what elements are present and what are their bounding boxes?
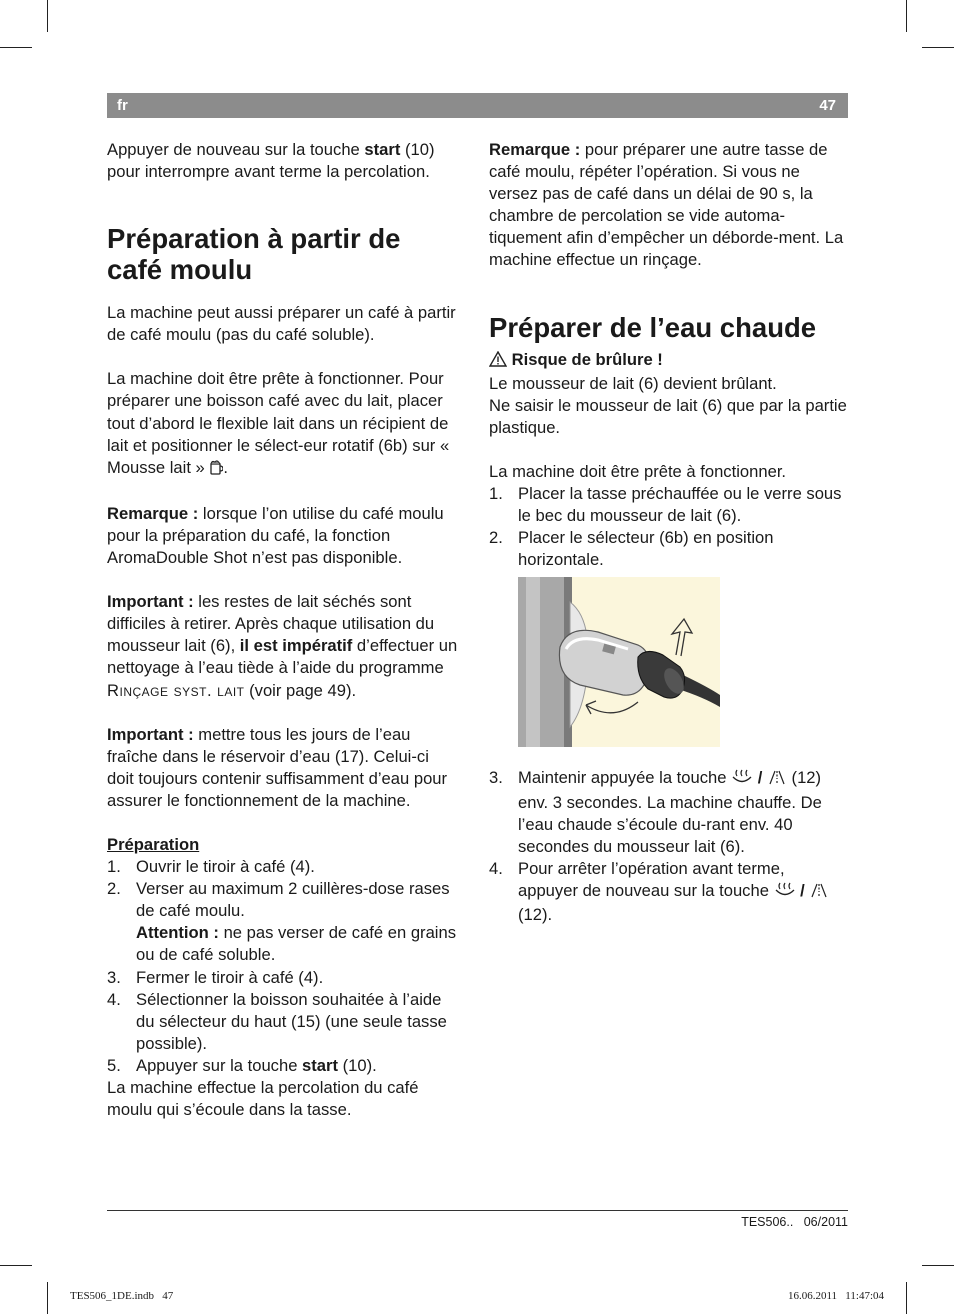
crop-mark: [906, 1282, 907, 1314]
section-heading-ground-coffee: Préparation à partir de café moulu: [107, 223, 401, 286]
list-item: 5. Appuyer sur la touche start (10).: [107, 1055, 377, 1075]
selector-illustration: [518, 577, 720, 747]
warning-triangle-icon: [489, 351, 507, 373]
hot-water-steps-continued: [489, 767, 849, 926]
list-item: 2. Placer le sélecteur (6b) en position horizontale.: [489, 528, 774, 570]
list-item: 2. Verser au maximum 2 cuillères-dose rases de café moulu. Attention : ne pas verser de café en grains ou de café soluble.: [107, 879, 457, 965]
crop-mark: [922, 47, 954, 48]
steam-icon: [809, 882, 829, 904]
warning-line: Ne saisir le mousseur de lait (6) que par la partie plastique.: [489, 395, 847, 437]
subheading-preparation: Préparation: [107, 834, 200, 854]
milk-froth-cup-icon: [209, 459, 223, 481]
crop-mark: [0, 47, 32, 48]
hot-water-icon: [774, 882, 796, 904]
crop-mark: [906, 0, 907, 32]
note-paragraph: Remarque : lorsque l’on utilise du café moulu pour la préparation du café, la fonction AromaDouble Shot n’est pas disponible.: [107, 503, 444, 568]
crop-mark: [47, 0, 48, 32]
list-item: 1. Ouvrir le tiroir à café (4).: [107, 857, 315, 877]
crop-mark: [47, 1282, 48, 1314]
list-item: 4. Pour arrêter l’opération avant terme, appuyer de nouveau sur la touche / (12).: [489, 858, 849, 926]
page-footer: [741, 1215, 848, 1229]
hot-water-steps: [489, 483, 849, 571]
program-name: Rinçage syst. lait: [107, 680, 245, 700]
important-paragraph: Important : mettre tous les jours de l’eau fraîche dans le réservoir d’eau (17). Celui-ci doit toujours contenir suffisamment d’eau pour assurer le fonctionnement de la machine.: [107, 724, 448, 810]
print-slug-timestamp: 16.06.2011 11:47:04: [787, 1290, 884, 1302]
crop-mark: [922, 1265, 954, 1266]
print-slug-file: TES506_1DE.indb 47: [70, 1290, 174, 1302]
section-heading-hot-water: Préparer de l’eau chaude: [489, 311, 817, 343]
paragraph: La machine doit être prête à fonctionner.: [489, 461, 787, 481]
steam-icon: [767, 769, 787, 791]
note-paragraph: Remarque : pour préparer une autre tasse de café moulu, répéter l’opération. Si vous ne versez pas de café dans un délai de 90 s, la chambre de percolation se vide automa-tiquement afin d’empêcher un déborde-ment. La machine effectue un rinçage.: [489, 140, 844, 270]
page-number: 47: [819, 97, 836, 114]
warning-line: Le mousseur de lait (6) devient brûlant.: [489, 373, 777, 393]
model-number: TES506..: [741, 1215, 794, 1229]
list-item: 3. Fermer le tiroir à café (4).: [107, 967, 324, 987]
page-header-bar: [107, 93, 848, 118]
intro-paragraph: Appuyer de nouveau sur la touche start (10) pour interrompre avant terme la percolation.: [107, 140, 435, 182]
closing-paragraph: La machine effectue la percolation du café moulu qui s’écoule dans la tasse.: [107, 1078, 419, 1120]
list-item: 3. Maintenir appuyée la touche / (12) env. 3 secondes. La machine chauffe. De l’eau chaude s’écoule du-rant env. 40 secondes du mousseur lait (6).: [489, 768, 822, 856]
right-column: [489, 139, 849, 926]
important-paragraph: Important : les restes de lait séchés sont difficiles à retirer. Après chaque utilisation du mousseur lait (6), il est impératif d’effectuer un nettoyage à l’eau tiède à l’aide du programme Rinçage syst. lait (voir page 49).: [107, 592, 458, 700]
list-item: 4. Sélectionner la boisson souhaitée à l’aide du sélecteur du haut (15) (une seule tasse possible).: [107, 989, 447, 1053]
paragraph: La machine doit être prête à fonctionner. Pour préparer une boisson café avec du lait, placer tout d’abord le flexible lait dans un récipient de lait et positionner le sélect-eur rotatif (6b) sur « Mousse lait » .: [107, 368, 459, 480]
language-label: fr: [117, 97, 128, 114]
warning-title: Risque de brûlure !: [489, 349, 849, 373]
paragraph: La machine peut aussi préparer un café à partir de café moulu (pas du café soluble).: [107, 303, 456, 345]
left-column: [107, 139, 459, 1121]
hot-water-icon: [731, 769, 753, 791]
footer-rule: [107, 1210, 848, 1211]
crop-mark: [0, 1265, 32, 1266]
list-item: 1. Placer la tasse préchauffée ou le verre sous le bec du mousseur de lait (6).: [489, 484, 842, 526]
preparation-steps: [107, 856, 459, 1077]
edition-date: 06/2011: [803, 1215, 848, 1229]
